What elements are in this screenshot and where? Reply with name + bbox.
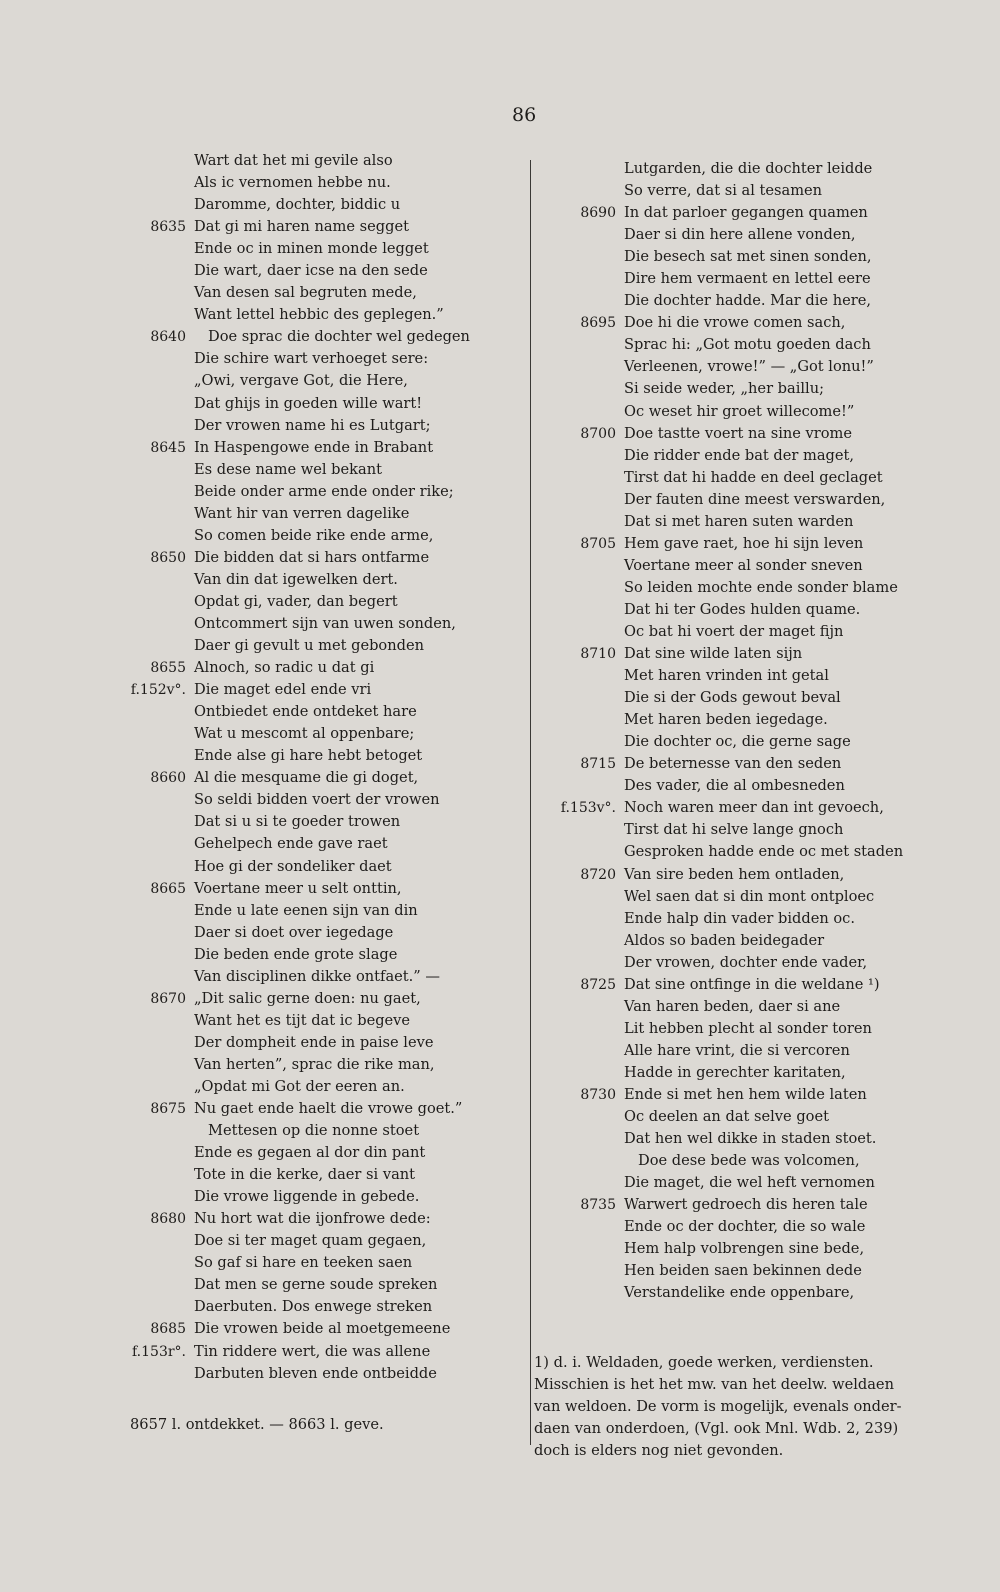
verse-text: Des vader, die al ombesneden bbox=[624, 777, 845, 795]
verse-line bbox=[110, 437, 515, 459]
verse-text: Met haren vrinden int getal bbox=[624, 667, 829, 685]
line-number: 8715 bbox=[580, 756, 616, 773]
verse-text: Si seide weder, „her baillu; bbox=[624, 380, 825, 398]
verse-text: Van herten”, sprac die rike man, bbox=[194, 1055, 435, 1073]
verse-text: Hem halp volbrengen sine bede, bbox=[624, 1240, 865, 1258]
verse-line bbox=[110, 1054, 515, 1076]
verse-text: Gehelpech ende gave raet bbox=[194, 835, 388, 853]
verse-text: Dat hi ter Godes hulden quame. bbox=[624, 600, 861, 618]
verse-text: Die dochter oc, die gerne sage bbox=[624, 733, 851, 751]
verse-text: Ende es gegaen al dor din pant bbox=[194, 1144, 426, 1162]
verse-line bbox=[540, 819, 940, 841]
footnote-line: doch is elders nog niet gevonden. bbox=[534, 1442, 784, 1459]
verse-line bbox=[110, 922, 515, 944]
verse-text: Nu hort wat die ijonfrowe dede: bbox=[194, 1210, 431, 1228]
verse-text: Hoe gi der sondeliker daet bbox=[194, 857, 392, 875]
line-number: 8695 bbox=[580, 315, 616, 332]
verse-text: Hem gave raet, hoe hi sijn leven bbox=[624, 534, 864, 552]
line-number: f.153v°. bbox=[560, 800, 616, 817]
verse-text: „Dit salic gerne doen: nu gaet, bbox=[194, 989, 421, 1007]
line-number: 8730 bbox=[580, 1086, 616, 1103]
verse-line bbox=[540, 709, 940, 731]
verse-line bbox=[110, 966, 515, 988]
verse-text: Van sire beden hem ontladen, bbox=[624, 865, 845, 883]
verse-line bbox=[540, 312, 940, 334]
verse-text: Dat si met haren suten warden bbox=[624, 512, 854, 530]
verse-line bbox=[110, 304, 515, 326]
verse-text: Wel saen dat si din mont ontploec bbox=[624, 887, 875, 905]
verse-line bbox=[540, 334, 940, 356]
verse-text: Tin riddere wert, die was allene bbox=[194, 1342, 431, 1360]
verse-line bbox=[110, 1098, 515, 1120]
verse-line bbox=[540, 445, 940, 467]
verse-line bbox=[540, 1150, 940, 1172]
verse-text: Die beden ende grote slage bbox=[194, 945, 398, 963]
verse-line bbox=[110, 415, 515, 437]
verse-line bbox=[110, 326, 515, 348]
verse-text: Die vrowe liggende in gebede. bbox=[194, 1188, 420, 1206]
verse-text: Der vrowen, dochter ende vader, bbox=[624, 953, 868, 971]
verse-text: Doe dese bede was volcomen, bbox=[638, 1152, 860, 1170]
verse-line bbox=[540, 864, 940, 886]
verse-line bbox=[110, 216, 515, 238]
verse-line bbox=[110, 1208, 515, 1230]
verse-text: So leiden mochte ende sonder blame bbox=[624, 578, 898, 596]
line-number: 8700 bbox=[580, 425, 616, 442]
verse-line bbox=[540, 1040, 940, 1062]
verse-text: Oc deelen an dat selve goet bbox=[624, 1108, 829, 1126]
line-number: 8640 bbox=[150, 329, 186, 346]
verse-text: De beternesse van den seden bbox=[624, 755, 842, 773]
verse-line bbox=[110, 1341, 515, 1363]
line-number: 8655 bbox=[150, 660, 186, 677]
right-footnote bbox=[534, 1352, 934, 1462]
verse-text: Voertane meer u selt onttin, bbox=[194, 879, 402, 897]
verse-line bbox=[540, 511, 940, 533]
verse-text: Oc bat hi voert der maget fijn bbox=[624, 622, 844, 640]
verse-text: Ende si met hen hem wilde laten bbox=[624, 1085, 867, 1103]
verse-line bbox=[110, 723, 515, 745]
verse-line bbox=[110, 900, 515, 922]
line-number: 8670 bbox=[150, 990, 186, 1007]
verse-line bbox=[110, 481, 515, 503]
verse-line bbox=[540, 1172, 940, 1194]
line-number: 8665 bbox=[150, 880, 186, 897]
column-divider bbox=[530, 160, 531, 1445]
verse-line bbox=[540, 1194, 940, 1216]
verse-text: Opdat gi, vader, dan begert bbox=[194, 592, 398, 610]
verse-text: Die ridder ende bat der maget, bbox=[624, 446, 855, 464]
verse-text: Dat sine ontfinge in die weldane ¹) bbox=[624, 975, 880, 993]
verse-line bbox=[110, 988, 515, 1010]
verse-text: Want lettel hebbic des geplegen.” bbox=[194, 306, 444, 324]
line-number: 8650 bbox=[150, 549, 186, 566]
verse-text: Van desen sal begruten mede, bbox=[194, 284, 417, 302]
verse-text: Dat si u si te goeder trowen bbox=[194, 813, 401, 831]
verse-line bbox=[540, 555, 940, 577]
verse-line bbox=[540, 1106, 940, 1128]
verse-text: Dat men se gerne soude spreken bbox=[194, 1276, 438, 1294]
verse-line bbox=[110, 613, 515, 635]
line-number: 8685 bbox=[150, 1321, 186, 1338]
verse-text: Die maget edel ende vri bbox=[194, 681, 372, 699]
left-footnote: 8657 l. ontdekket. — 8663 l. geve. bbox=[130, 1416, 384, 1433]
verse-line bbox=[540, 180, 940, 202]
verse-line bbox=[540, 1238, 940, 1260]
verse-line bbox=[110, 1274, 515, 1296]
verse-line bbox=[110, 833, 515, 855]
verse-text: So comen beide rike ende arme, bbox=[194, 526, 434, 544]
verse-text: Als ic vernomen hebbe nu. bbox=[194, 174, 391, 192]
verse-text: Daer gi gevult u met gebonden bbox=[194, 637, 424, 655]
verse-line bbox=[110, 525, 515, 547]
footnote-line: daen van onderdoen, (Vgl. ook Mnl. Wdb. 2, 239) bbox=[534, 1420, 899, 1437]
verse-line bbox=[110, 701, 515, 723]
verse-text: Der dompheit ende in paise leve bbox=[194, 1033, 434, 1051]
verse-line bbox=[540, 1216, 940, 1238]
verse-text: „Owi, vergave Got, die Here, bbox=[194, 372, 408, 390]
line-number: 8735 bbox=[580, 1197, 616, 1214]
verse-line bbox=[540, 930, 940, 952]
verse-line bbox=[540, 775, 940, 797]
verse-line bbox=[110, 767, 515, 789]
left-column bbox=[110, 150, 515, 1385]
verse-text: Aldos so baden beidegader bbox=[624, 931, 825, 949]
verse-text: Doe si ter maget quam gegaen, bbox=[194, 1232, 427, 1250]
line-number: 8710 bbox=[580, 646, 616, 663]
verse-text: Hadde in gerechter karitaten, bbox=[624, 1063, 846, 1081]
verse-line bbox=[110, 657, 515, 679]
verse-line bbox=[110, 1142, 515, 1164]
right-column bbox=[540, 158, 940, 1304]
verse-text: So seldi bidden voert der vrowen bbox=[194, 791, 440, 809]
verse-line bbox=[110, 1032, 515, 1054]
verse-text: Lutgarden, die die dochter leidde bbox=[624, 160, 873, 177]
verse-line bbox=[110, 238, 515, 260]
footnote-line: van weldoen. De vorm is mogelijk, evenals onder- bbox=[534, 1398, 902, 1415]
verse-text: Der vrowen name hi es Lutgart; bbox=[194, 416, 431, 434]
verse-text: Hen beiden saen bekinnen dede bbox=[624, 1262, 862, 1280]
verse-text: Tote in die kerke, daer si vant bbox=[194, 1166, 416, 1184]
verse-line bbox=[540, 1282, 940, 1304]
verse-line bbox=[110, 569, 515, 591]
verse-line bbox=[110, 1120, 515, 1142]
verse-text: Die bidden dat si hars ontfarme bbox=[194, 548, 430, 566]
verse-line bbox=[110, 679, 515, 701]
verse-line bbox=[110, 944, 515, 966]
line-number: f.152v°. bbox=[130, 682, 186, 699]
verse-text: Verleenen, vrowe!” — „Got lonu!” bbox=[624, 358, 874, 376]
verse-line bbox=[540, 665, 940, 687]
verse-text: Daer si din here allene vonden, bbox=[624, 226, 856, 244]
verse-text: Es dese name wel bekant bbox=[194, 460, 382, 478]
verse-line bbox=[110, 789, 515, 811]
verse-line bbox=[110, 635, 515, 657]
verse-text: Daromme, dochter, biddic u bbox=[194, 196, 401, 214]
verse-text: Alle hare vrint, die si vercoren bbox=[624, 1041, 850, 1059]
verse-line bbox=[110, 745, 515, 767]
verse-line bbox=[110, 348, 515, 370]
verse-text: Doe sprac die dochter wel gedegen bbox=[208, 328, 470, 346]
verse-line bbox=[110, 1010, 515, 1032]
line-number: 8705 bbox=[580, 535, 616, 552]
verse-line bbox=[540, 974, 940, 996]
verse-text: Daerbuten. Dos enwege streken bbox=[194, 1298, 433, 1316]
verse-text: Die dochter hadde. Mar die here, bbox=[624, 292, 871, 310]
verse-text: Ende oc der dochter, die so wale bbox=[624, 1218, 866, 1236]
verse-line bbox=[110, 459, 515, 481]
verse-text: Tirst dat hi hadde en deel geclaget bbox=[624, 468, 883, 486]
verse-text: Nu gaet ende haelt die vrowe goet.” bbox=[194, 1100, 463, 1118]
verse-line bbox=[540, 908, 940, 930]
verse-text: Die wart, daer icse na den sede bbox=[194, 262, 428, 280]
verse-line bbox=[540, 996, 940, 1018]
verse-line bbox=[110, 1296, 515, 1318]
verse-text: Al die mesquame die gi doget, bbox=[194, 769, 419, 787]
verse-line bbox=[540, 621, 940, 643]
verse-text: Ende u late eenen sijn van din bbox=[194, 901, 418, 919]
verse-line bbox=[110, 370, 515, 392]
verse-line bbox=[540, 577, 940, 599]
verse-text: „Opdat mi Got der eeren an. bbox=[194, 1077, 405, 1095]
verse-text: Die schire wart verhoeget sere: bbox=[194, 350, 429, 368]
verse-line bbox=[110, 591, 515, 613]
verse-text: Wart dat het mi gevile also bbox=[194, 152, 393, 169]
verse-text: Warwert gedroech dis heren tale bbox=[624, 1196, 868, 1214]
verse-text: In dat parloer gegangen quamen bbox=[624, 204, 868, 222]
verse-line bbox=[540, 753, 940, 775]
verse-line bbox=[540, 952, 940, 974]
verse-line bbox=[540, 1018, 940, 1040]
verse-text: Verstandelike ende oppenbare, bbox=[624, 1284, 855, 1302]
verse-text: Ontcommert sijn van uwen sonden, bbox=[194, 614, 456, 632]
line-number: 8645 bbox=[150, 439, 186, 456]
verse-line bbox=[540, 1260, 940, 1282]
page-number: 86 bbox=[512, 104, 537, 126]
verse-text: Lit hebben plecht al sonder toren bbox=[624, 1019, 872, 1037]
verse-line bbox=[110, 260, 515, 282]
verse-line bbox=[540, 886, 940, 908]
verse-line bbox=[540, 1128, 940, 1150]
verse-text: Doe tastte voert na sine vrome bbox=[624, 424, 853, 442]
verse-line bbox=[540, 268, 940, 290]
verse-line bbox=[110, 282, 515, 304]
line-number: 8660 bbox=[150, 770, 186, 787]
verse-text: Mettesen op die nonne stoet bbox=[208, 1122, 420, 1140]
verse-line bbox=[540, 731, 940, 753]
verse-text: Dat gi mi haren name segget bbox=[194, 218, 409, 236]
verse-line bbox=[110, 1164, 515, 1186]
verse-line bbox=[540, 489, 940, 511]
verse-text: Voertane meer al sonder sneven bbox=[624, 556, 863, 574]
verse-line bbox=[540, 202, 940, 224]
verse-line bbox=[540, 687, 940, 709]
verse-text: Want hir van verren dagelike bbox=[194, 504, 410, 522]
verse-line bbox=[110, 1252, 515, 1274]
line-number: 8690 bbox=[580, 205, 616, 222]
verse-text: Sprac hi: „Got motu goeden dach bbox=[624, 336, 871, 354]
verse-line bbox=[540, 423, 940, 445]
verse-text: So gaf si hare en teeken saen bbox=[194, 1254, 413, 1272]
verse-text: Met haren beden iegedage. bbox=[624, 711, 828, 729]
verse-line bbox=[540, 378, 940, 400]
verse-line bbox=[110, 172, 515, 194]
verse-line bbox=[540, 356, 940, 378]
verse-line bbox=[540, 643, 940, 665]
verse-text: Dat hen wel dikke in staden stoet. bbox=[624, 1130, 877, 1148]
verse-line bbox=[540, 1084, 940, 1106]
verse-text: Dat sine wilde laten sijn bbox=[624, 645, 803, 663]
verse-text: Tirst dat hi selve lange gnoch bbox=[624, 821, 844, 839]
verse-text: Ende halp din vader bidden oc. bbox=[624, 909, 855, 927]
line-number: 8635 bbox=[150, 219, 186, 236]
verse-line bbox=[110, 194, 515, 216]
verse-text: Die besech sat met sinen sonden, bbox=[624, 248, 872, 266]
verse-text: Darbuten bleven ende ontbeidde bbox=[194, 1364, 437, 1382]
verse-line bbox=[110, 856, 515, 878]
verse-text: Wat u mescomt al oppenbare; bbox=[194, 725, 415, 743]
verse-text: Van disciplinen dikke ontfaet.” — bbox=[194, 967, 440, 985]
verse-text: Die maget, die wel heft vernomen bbox=[624, 1174, 875, 1192]
verse-text: Die si der Gods gewout beval bbox=[624, 689, 841, 707]
verse-line bbox=[110, 547, 515, 569]
verse-text: Die vrowen beide al moetgemeene bbox=[194, 1320, 451, 1338]
verse-line bbox=[110, 393, 515, 415]
verse-line bbox=[540, 467, 940, 489]
verse-text: Ende oc in minen monde legget bbox=[194, 240, 429, 258]
verse-line bbox=[110, 1363, 515, 1385]
verse-text: Ende alse gi hare hebt betoget bbox=[194, 747, 423, 765]
verse-line bbox=[110, 1076, 515, 1098]
verse-line bbox=[540, 290, 940, 312]
verse-line bbox=[110, 1186, 515, 1208]
verse-text: Alnoch, so radic u dat gi bbox=[194, 659, 375, 677]
verse-text: Van din dat igewelken dert. bbox=[194, 570, 398, 588]
verse-line bbox=[540, 533, 940, 555]
verse-text: So verre, dat si al tesamen bbox=[624, 182, 823, 200]
verse-line bbox=[540, 224, 940, 246]
verse-line bbox=[540, 1062, 940, 1084]
verse-text: Doe hi die vrowe comen sach, bbox=[624, 314, 846, 332]
verse-line bbox=[540, 797, 940, 819]
line-number: 8725 bbox=[580, 976, 616, 993]
verse-text: Noch waren meer dan int gevoech, bbox=[624, 799, 884, 817]
verse-line bbox=[110, 1230, 515, 1252]
verse-line bbox=[540, 246, 940, 268]
verse-text: Ontbiedet ende ontdeket hare bbox=[194, 703, 417, 721]
verse-text: Dat ghijs in goeden wille wart! bbox=[194, 394, 423, 412]
verse-line bbox=[540, 841, 940, 863]
verse-text: Van haren beden, daer si ane bbox=[624, 997, 841, 1015]
verse-line bbox=[540, 401, 940, 423]
verse-line bbox=[110, 1318, 515, 1340]
footnote-line: 1) d. i. Weldaden, goede werken, verdiensten. bbox=[534, 1354, 874, 1371]
verse-text: Gesproken hadde ende oc met staden bbox=[624, 843, 904, 861]
verse-line bbox=[110, 811, 515, 833]
verse-text: In Haspengowe ende in Brabant bbox=[194, 438, 434, 456]
line-number: 8675 bbox=[150, 1101, 186, 1118]
verse-line bbox=[110, 150, 515, 172]
verse-line bbox=[110, 878, 515, 900]
line-number: f.153r°. bbox=[132, 1343, 186, 1360]
verse-text: Oc weset hir groet willecome!” bbox=[624, 402, 855, 420]
verse-line bbox=[110, 503, 515, 525]
verse-text: Daer si doet over iegedage bbox=[194, 923, 394, 941]
verse-text: Want het es tijt dat ic begeve bbox=[194, 1011, 411, 1029]
verse-text: Beide onder arme ende onder rike; bbox=[194, 482, 454, 500]
verse-text: Der fauten dine meest verswarden, bbox=[624, 490, 886, 508]
verse-line bbox=[540, 158, 940, 180]
line-number: 8680 bbox=[150, 1211, 186, 1228]
verse-text: Dire hem vermaent en lettel eere bbox=[624, 270, 871, 288]
line-number: 8720 bbox=[580, 866, 616, 883]
footnote-line: Misschien is het het mw. van het deelw. weldaen bbox=[534, 1376, 894, 1393]
verse-line bbox=[540, 599, 940, 621]
